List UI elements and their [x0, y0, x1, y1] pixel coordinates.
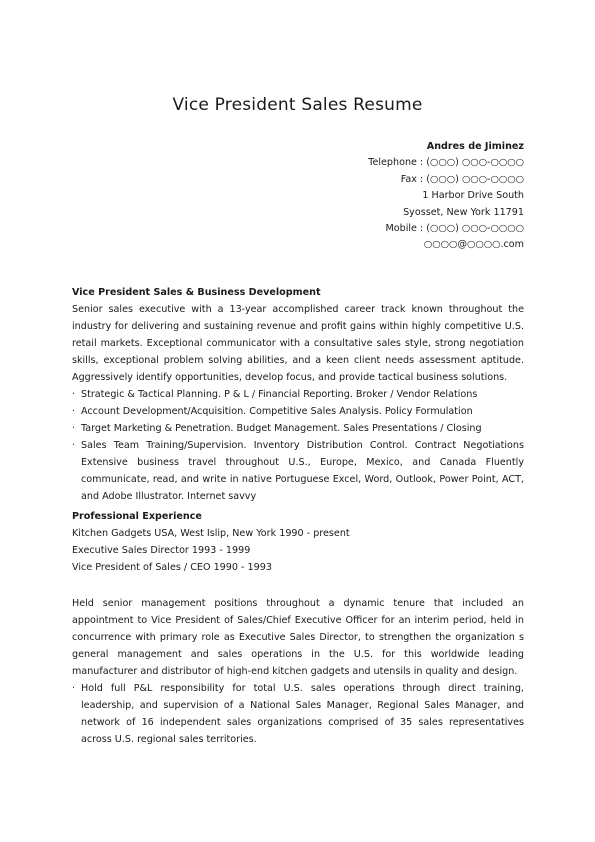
contact-fax: Fax : (○○○) ○○○-○○○○ [400, 173, 524, 185]
summary-heading: Vice President Sales & Business Development [72, 287, 321, 298]
experience-bullet: · Hold full P&L responsibility for total U.S. sales operations through direct training, leadership, and supervision of a National Sales Manager, Regional Sales Manager, and network of 16 independent sales organizations comprised of 35 sales representatives across U.S. regional sales territories. [72, 680, 524, 748]
role-line: Vice President of Sales / CEO 1990 - 1993 [72, 562, 272, 573]
summary-paragraph: Senior sales executive with a 13-year accomplished career track known throughout the industry for delivering and sustaining revenue and profit gains within highly competitive U.S. retail markets. Exceptional communicator with a consultative sales style, strong negotiation skills, exceptional problem solving abilities, and a keen client needs assessment aptitude. Aggressively identify opportunities, develop focus, and provide tactical business solutions. [72, 304, 524, 383]
role-line: Executive Sales Director 1993 - 1999 [72, 545, 251, 556]
document-title: Vice President Sales Resume [172, 95, 423, 115]
summary-bullet: · Strategic & Tactical Planning. P & L / Financial Reporting. Broker / Vendor Relations [72, 386, 524, 403]
company-line: Kitchen Gadgets USA, West Islip, New York 1990 - present [72, 528, 350, 539]
contact-address-line-1: 1 Harbor Drive South [422, 190, 524, 202]
summary-bullet: · Account Development/Acquisition. Competitive Sales Analysis. Policy Formulation [72, 403, 524, 420]
contact-email: ○○○○@○○○○.com [423, 239, 524, 251]
experience-heading: Professional Experience [72, 511, 202, 522]
experience-section [72, 508, 524, 748]
contact-telephone: Telephone : (○○○) ○○○-○○○○ [368, 157, 524, 169]
spacer [72, 576, 524, 595]
experience-paragraph: Held senior management positions throughout a dynamic tenure that included an appointment to Vice President of Sales/Chief Executive Officer for an interim period, held in concurrence with primary role as Executive Sales Director, to strengthen the organization s general management and sales operations in the U.S. for this worldwide leading manufacturer and distributor of high-end kitchen gadgets and utensils in quality and design. [72, 598, 524, 677]
contact-name: Andres de Jiminez [426, 141, 524, 152]
contact-mobile: Mobile : (○○○) ○○○-○○○○ [385, 223, 524, 235]
contact-block [368, 139, 524, 254]
summary-section [72, 284, 524, 505]
summary-bullet: · Sales Team Training/Supervision. Inventory Distribution Control. Contract Negotiations Extensive business travel throughout U.S., Europe, Mexico, and Canada Fluently communicate, read, and write in native Portuguese Excel, Word, Outlook, Power Point, ACT, and Adobe Illustrator. Internet savvy [72, 437, 524, 505]
contact-address-line-2: Syosset, New York 11791 [403, 206, 524, 218]
summary-bullet: · Target Marketing & Penetration. Budget Management. Sales Presentations / Closing [72, 420, 524, 437]
